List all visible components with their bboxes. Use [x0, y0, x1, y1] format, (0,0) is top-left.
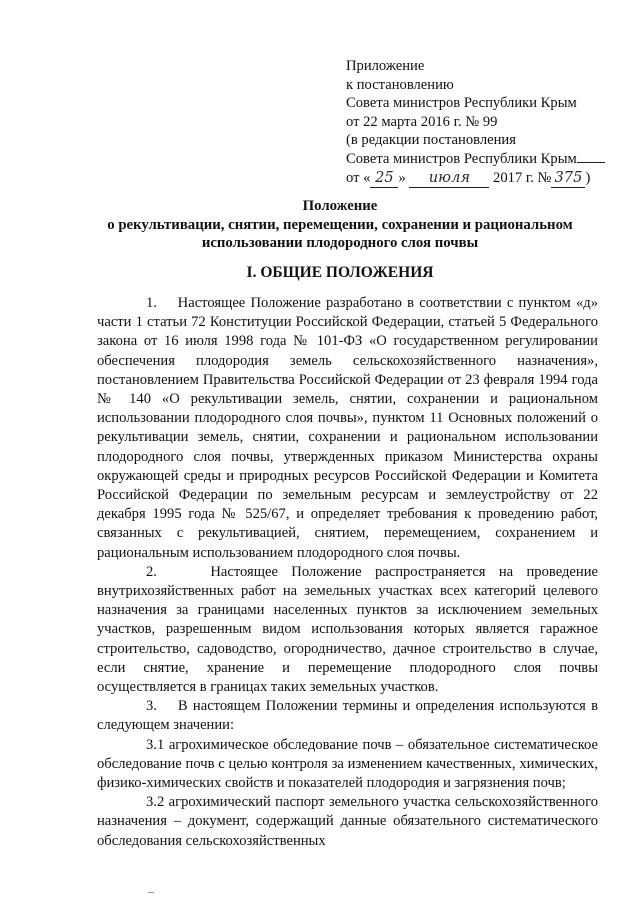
- handwritten-month: июля: [409, 169, 489, 189]
- scan-mark: [148, 892, 154, 893]
- document-body: [97, 294, 598, 851]
- appendix-date-line: от « 25 » июля 2017 г. № 375 ): [346, 169, 616, 189]
- appendix-line: (в редакции постановления: [346, 132, 516, 149]
- paragraph: 2. Настоящее Положение распространяется на проведение внутрихозяйственных работ на земельных участках всех категорий целевого назначения за границами населенных пунктов за исключением земельных участков, разрешенным видом использования которых является гаражное строительство, садоводство, огородничество, дачное строительство в случае, если снятие, хранение и перемещение плодородного слоя почвы осуществляется в границах таких земельных участков.: [97, 563, 598, 696]
- appendix-line: Совета министров Республики Крым: [346, 150, 616, 169]
- paragraph: 3.1 агрохимическое обследование почв – обязательное систематическое обследование почв с целью контроля за изменением качественных, химических, физико-химических свойств и показателей плодородия и загрязнения почв;: [97, 736, 598, 792]
- handwritten-number: 375: [551, 169, 585, 189]
- document-title: [80, 197, 600, 253]
- title-line: о рекультивации, снятии, перемещении, сохранении и рациональном: [107, 216, 573, 233]
- title-line: использовании плодородного слоя почвы: [201, 235, 479, 251]
- appendix-line: от 22 марта 2016 г. № 99: [346, 113, 498, 130]
- signature-underline: [577, 150, 605, 163]
- paragraph: 3.2 агрохимический паспорт земельного участка сельскохозяйственного назначения – документ, содержащий данные обязательного систематического обследования сельскохозяйственных: [97, 794, 598, 849]
- appendix-line: Совета министров Республики Крым: [346, 95, 577, 112]
- appendix-line: Приложение: [346, 58, 425, 74]
- title-line: Положение: [302, 198, 378, 214]
- paragraph: 1. Настоящее Положение разработано в соответствии с пунктом «д» части 1 статьи 72 Конституции Российской Федерации, статьей 5 Федерального закона от 16 июля 1998 года № 101-ФЗ «О государственном регулировании обеспечения плодородия земель сельскохозяйственного назначения», постановлением Правительства Российской Федерации от 23 февраля 1994 года № 140 «О рекультивации земель, снятии, сохранении и рациональном использовании плодородного слоя почвы», пунктом 11 Основных положений о рекультивации земель, снятии, сохранении и рациональном использовании плодородного слоя почвы, утвержденных приказом Министерства охраны окружающей среды и природных ресурсов Российской Федерации и Комитета Российской Федерации по земельным ресурсам и землеустройству от 22 декабря 1995 года № 525/67, и определяет требования к проведению работ, связанных с рекультивацией, снятием, перемещением, сохранением и рациональным использованием плодородного слоя почвы.: [97, 295, 598, 561]
- appendix-header: [346, 57, 616, 188]
- section-heading: I. ОБЩИЕ ПОЛОЖЕНИЯ: [246, 264, 434, 281]
- handwritten-day: 25: [370, 169, 398, 189]
- paragraph: 3. В настоящем Положении термины и определения используются в следующем значении:: [97, 698, 598, 734]
- appendix-line: к постановлению: [346, 76, 454, 93]
